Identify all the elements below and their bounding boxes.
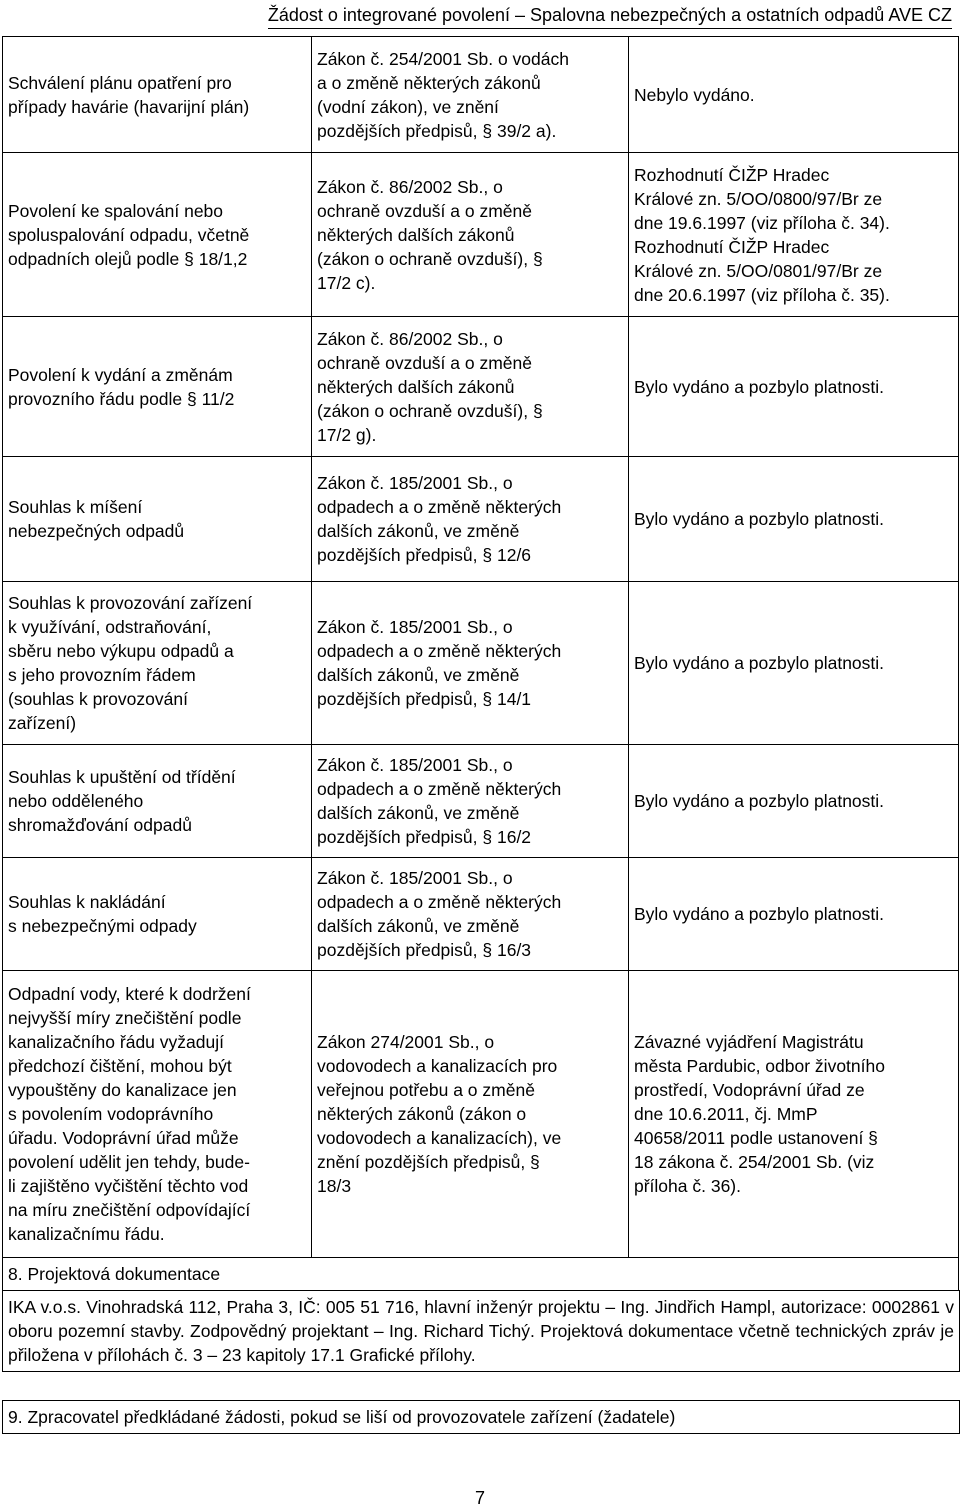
permits-table: [2, 36, 959, 1291]
table-row: [3, 153, 959, 317]
law-cell: Zákon č. 86/2002 Sb., o ochraně ovzduší a o změně některých dalších zákonů (zákon o ochraně ovzduší), § 17/2 g).: [312, 317, 629, 457]
status-cell: Bylo vydáno a pozbylo platnosti.: [629, 745, 959, 858]
permit-cell: Povolení ke spalování nebo spoluspalování odpadu, včetně odpadních olejů podle § 18/1,2: [3, 153, 312, 317]
permit-cell: Odpadní vody, které k dodržení nejvyšší míry znečištění podle kanalizačního řádu vyžadují předchozí čištění, mohou být vypouštěny do kanalizace jen s povolením vodoprávního úřadu. Vodoprávní úřad může povolení udělit jen tehdy, bude- li zajištěno vyčištění těchto vod na míru znečištění odpovídající kanalizačnímu řádu.: [3, 971, 312, 1258]
section-9-title: 9. Zpracovatel předkládané žádosti, pokud se liší od provozovatele zařízení (žadatele): [2, 1400, 960, 1434]
table-row: [3, 37, 959, 153]
table-row: [3, 457, 959, 582]
permit-cell: Souhlas k míšení nebezpečných odpadů: [3, 457, 312, 582]
status-cell: Bylo vydáno a pozbylo platnosti.: [629, 858, 959, 971]
table-row: [3, 745, 959, 858]
section-8-row: [3, 1258, 959, 1291]
permit-cell: Souhlas k nakládání s nebezpečnými odpady: [3, 858, 312, 971]
permit-cell: Souhlas k provozování zařízení k využívání, odstraňování, sběru nebo výkupu odpadů a s jeho provozním řádem (souhlas k provozování zařízení): [3, 582, 312, 745]
law-cell: Zákon č. 86/2002 Sb., o ochraně ovzduší a o změně některých dalších zákonů (zákon o ochraně ovzduší), § 17/2 c).: [312, 153, 629, 317]
status-cell: Závazné vyjádření Magistrátu města Pardubic, odbor životního prostředí, Vodoprávní úřad ze dne 10.6.2011, čj. MmP 40658/2011 podle ustanovení § 18 zákona č. 254/2001 Sb. (viz příloha č. 36).: [629, 971, 959, 1258]
page-number: 7: [474, 1488, 485, 1508]
section-8-text: IKA v.o.s. Vinohradská 112, Praha 3, IČ: 005 51 716, hlavní inženýr projektu – Ing. Jindřich Hampl, autorizace: 0002861 v oboru pozemní stavby. Zodpovědný projektant – Ing. Richard Tichý. Projektová dokumentace včetně technických zpráv je přiložena v přílohách č. 3 – 23 kapitoly 17.1 Grafické přílohy.: [2, 1290, 960, 1372]
status-cell: Bylo vydáno a pozbylo platnosti.: [629, 582, 959, 745]
permit-cell: Souhlas k upuštění od třídění nebo odděleného shromažďování odpadů: [3, 745, 312, 858]
status-cell: Bylo vydáno a pozbylo platnosti.: [629, 317, 959, 457]
status-cell: Bylo vydáno a pozbylo platnosti.: [629, 457, 959, 582]
permit-cell: Povolení k vydání a změnám provozního řádu podle § 11/2: [3, 317, 312, 457]
permit-cell: Schválení plánu opatření pro případy havárie (havarijní plán): [3, 37, 312, 153]
status-cell: Rozhodnutí ČIŽP Hradec Králové zn. 5/OO/0800/97/Br ze dne 19.6.1997 (viz příloha č. 34). Rozhodnutí ČIŽP Hradec Králové zn. 5/OO/0801/97/Br ze dne 20.6.1997 (viz příloha č. 35).: [629, 153, 959, 317]
law-cell: Zákon č. 185/2001 Sb., o odpadech a o změně některých dalších zákonů, ve změně pozdějších předpisů, § 12/6: [312, 457, 629, 582]
law-cell: Zákon 274/2001 Sb., o vodovodech a kanalizacích pro veřejnou potřebu a o změně některých zákonů (zákon o vodovodech a kanalizacích), ve znění pozdějších předpisů, § 18/3: [312, 971, 629, 1258]
document-header: Žádost o integrované povolení – Spalovna nebezpečných a ostatních odpadů AVE CZ: [268, 3, 952, 29]
table-row: [3, 858, 959, 971]
table-row: [3, 971, 959, 1258]
law-cell: Zákon č. 185/2001 Sb., o odpadech a o změně některých dalších zákonů, ve změně pozdějších předpisů, § 16/3: [312, 858, 629, 971]
law-cell: Zákon č. 254/2001 Sb. o vodách a o změně některých zákonů (vodní zákon), ve znění pozdějších předpisů, § 39/2 a).: [312, 37, 629, 153]
law-cell: Zákon č. 185/2001 Sb., o odpadech a o změně některých dalších zákonů, ve změně pozdějších předpisů, § 16/2: [312, 745, 629, 858]
table-row: [3, 582, 959, 745]
section-8-title: 8. Projektová dokumentace: [3, 1258, 959, 1291]
law-cell: Zákon č. 185/2001 Sb., o odpadech a o změně některých dalších zákonů, ve změně pozdějších předpisů, § 14/1: [312, 582, 629, 745]
table-row: [3, 317, 959, 457]
status-cell: Nebylo vydáno.: [629, 37, 959, 153]
